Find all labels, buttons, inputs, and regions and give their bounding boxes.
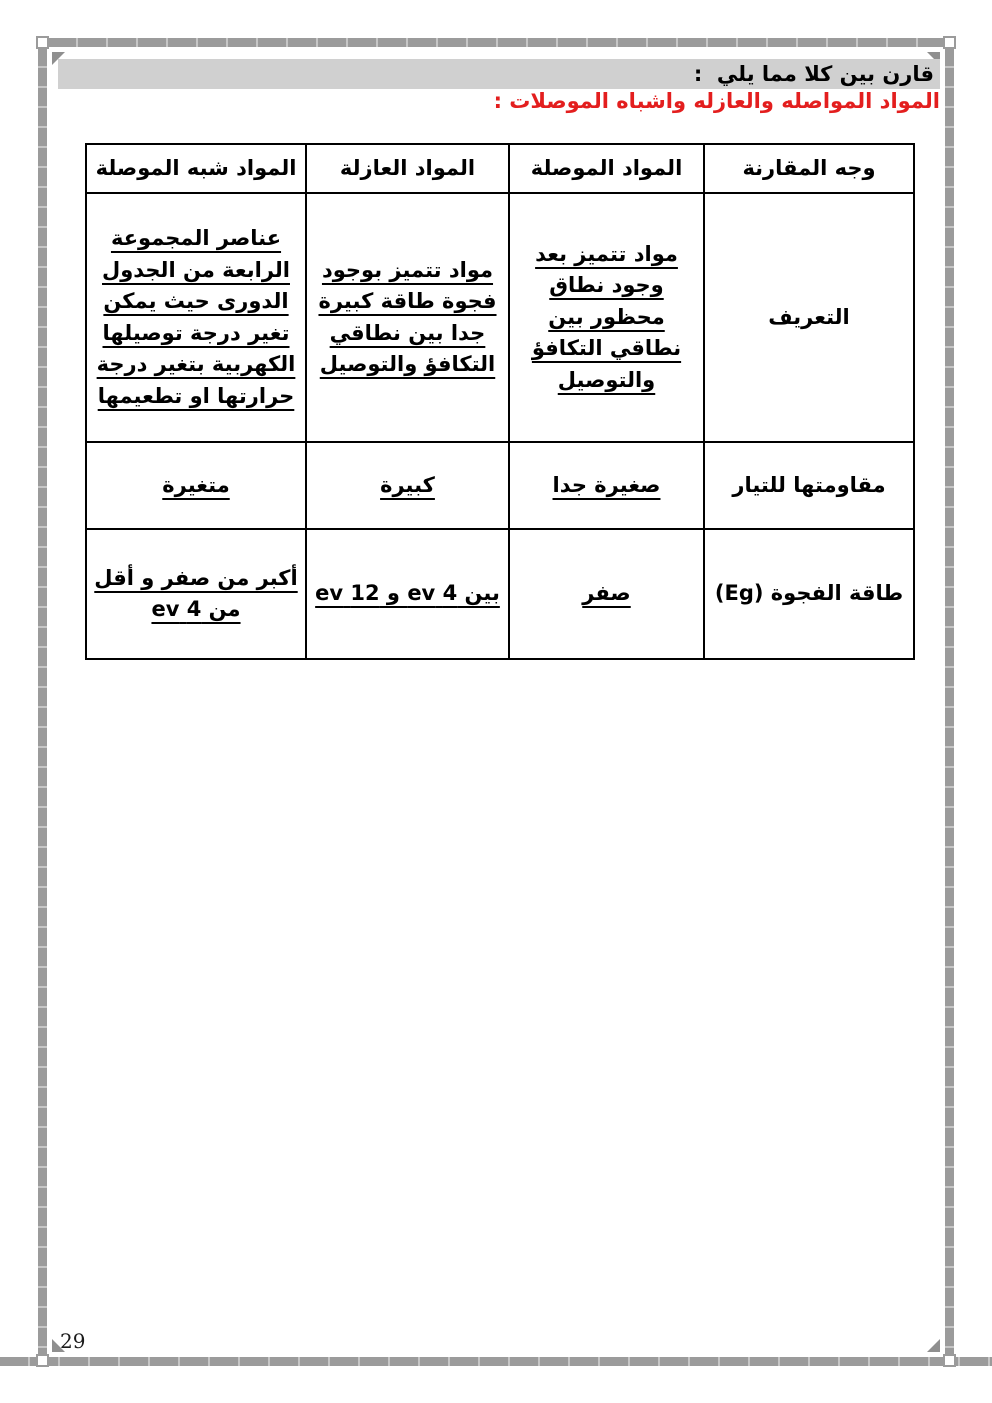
table-row-resistance — [86, 442, 914, 529]
page-border-top-bar — [48, 38, 944, 47]
page-number: 29 — [60, 1329, 86, 1353]
cell-gap-energy-semiconductors: أكبر من صفر و أقل من 4 ev — [86, 529, 306, 659]
border-corner-square-top-left — [36, 36, 49, 49]
cell-resistance-insulators: كبيرة — [306, 442, 509, 529]
cell-definition-semiconductors: عناصر المجموعة الرابعة من الجدول الدورى حيث يمكن تغير درجة توصيلها الكهربية بتغير درجة حرارتها او تطعيمها — [86, 193, 306, 442]
column-header-conductors: المواد الموصلة — [509, 144, 704, 193]
page-border-bottom-bar — [0, 1357, 992, 1366]
border-corner-square-bottom-right — [943, 1354, 956, 1367]
prompt-highlight-bar — [58, 59, 940, 89]
column-header-semiconductors: المواد شبه الموصلة — [86, 144, 306, 193]
cell-resistance-conductors: صغيرة جدا — [509, 442, 704, 529]
border-corner-triangle-bottom-right — [927, 1339, 940, 1352]
prompt-title: قارن بين كلا مما يلي : — [693, 62, 934, 86]
cell-definition-insulators: مواد تتميز بوجود فجوة طاقة كبيرة جدا بين نطاقي التكافؤ والتوصيل — [306, 193, 509, 442]
page-border-right-bar — [945, 48, 954, 1356]
cell-gap-energy-conductors: صفر — [509, 529, 704, 659]
column-header-comparison-aspect: وجه المقارنة — [704, 144, 914, 193]
table-row-gap-energy — [86, 529, 914, 659]
prompt-subtitle: المواد المواصله والعازله واشباه الموصلات : — [493, 89, 940, 113]
cell-gap-energy-insulators: بين 4 ev و 12 ev — [306, 529, 509, 659]
comparison-table-container — [85, 143, 915, 660]
cell-definition-aspect: التعريف — [704, 193, 914, 442]
border-corner-square-bottom-left — [36, 1354, 49, 1367]
page-border-left-bar — [38, 48, 47, 1356]
cell-definition-conductors: مواد تتميز بعد وجود نطاق محظور بين نطاقي التكافؤ والتوصيل — [509, 193, 704, 442]
table-row-definition — [86, 193, 914, 442]
comparison-table — [85, 143, 915, 660]
table-header-row — [86, 144, 914, 193]
cell-resistance-aspect: مقاومتها للتيار — [704, 442, 914, 529]
cell-gap-energy-aspect: طاقة الفجوة (Eg) — [704, 529, 914, 659]
column-header-insulators: المواد العازلة — [306, 144, 509, 193]
border-corner-square-top-right — [943, 36, 956, 49]
cell-resistance-semiconductors: متغيرة — [86, 442, 306, 529]
